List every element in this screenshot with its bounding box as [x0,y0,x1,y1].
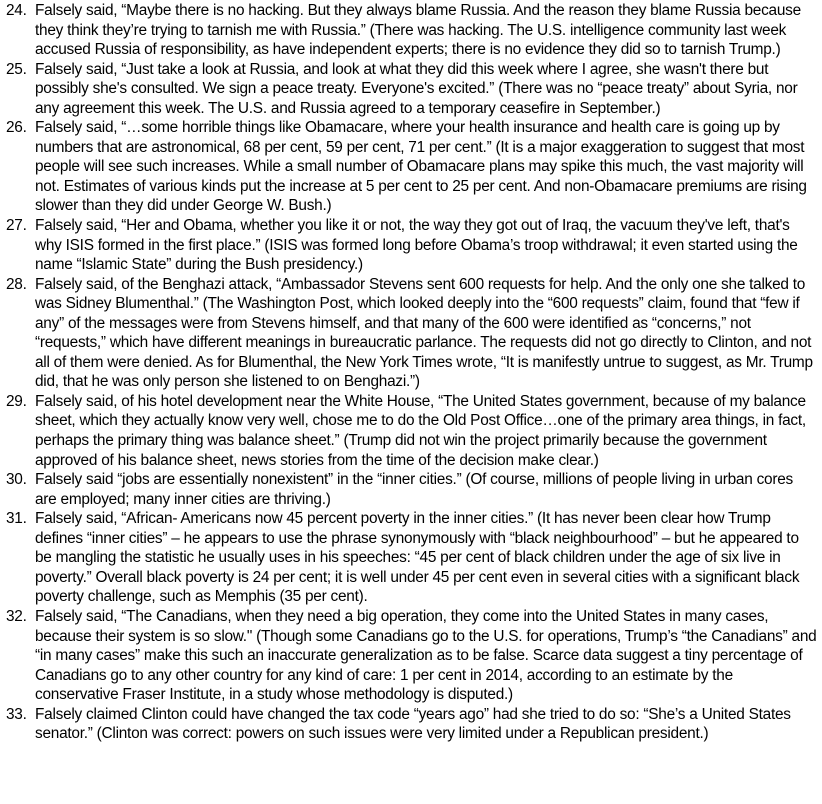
list-item [6,509,818,607]
item-text: Falsely said, of the Benghazi attack, “Ambassador Stevens sent 600 requests for help. And the only one she talked to was Sidney Blumenthal.” (The Washington Post, which looked deeply into the “600 requests” claim, found that “few if any” of the messages were from Stevens himself, and that many of the 600 were identified as “concerns,” not “requests,” which have different meanings in bureaucratic parlance. The requests did not go directly to Clinton, and not all of them were denied. As for Blumenthal, the New York Times wrote, “It is manifestly untrue to suggest, as Mr. Trump did, that he was only person she listened to on Benghazi.”) [35,275,813,391]
item-number: 29. [6,392,27,410]
item-number: 24. [6,2,27,19]
item-text: Falsely claimed Clinton could have changed the tax code “years ago” had she tried to do so: “She’s a United States senator.” (Clinton was correct: powers on such issues were very limited under a Republican president.) [35,705,791,743]
item-text: Falsely said, “Just take a look at Russia, and look at what they did this week where I agree, she wasn't there but possibly she's consulted. We sign a peace treaty. Everyone's excited.” (There was no “peace treaty” about Syria, nor any agreement this week. The U.S. and Russia agreed to a temporary ceasefire in September.) [35,60,798,117]
list-item [6,60,818,119]
list-item [6,392,818,470]
item-text: Falsely said “jobs are essentially nonexistent” in the “inner cities.” (Of course, millions of people living in urban cores are employed; many inner cities are thriving.) [35,471,793,508]
item-number: 26. [6,119,27,137]
item-number: 27. [6,217,27,235]
list-item [6,470,818,509]
item-number: 32. [6,607,27,625]
list-item [6,216,818,275]
item-text: Falsely said, “African- Americans now 45 percent poverty in the inner cities.” (It has never been clear how Trump defines “inner cities” – he appears to use the phrase synonymously with “black neighbourhood” – but he appeared to be mangling the statistic he usually uses in his speeches: “45 per cent of black children under the age of six live in poverty.” Overall black poverty is 24 per cent; it is well under 45 per cent even in several cities with a significant black poverty challenge, such as Memphis (35 per cent). [35,510,800,606]
item-number: 33. [6,705,27,723]
item-number: 31. [6,510,27,528]
list-item [6,118,818,216]
item-number: 30. [6,471,27,489]
list-item [6,1,818,60]
item-text: Falsely said, “…some horrible things like Obamacare, where your health insurance and health care is going up by numbers that are astronomical, 68 per cent, 59 per cent, 71 per cent.” (It is a major exaggeration to suggest that most people will see such increases. While a small number of Obamacare plans may spike this much, the vast majority will not. Estimates of various kinds put the increase at 5 per cent to 25 per cent. And non-Obamacare premiums are rising slower than they did under George W. Bush.) [35,119,807,215]
list-item [6,705,818,744]
item-number: 28. [6,275,27,293]
list-item [6,275,818,392]
item-text: Falsely said, “The Canadians, when they need a big operation, they come into the United States in many cases, because their system is so slow." (Though some Canadians go to the U.S. for operations, Trump’s “the Canadians” and “in many cases” make this such an inaccurate generalization as to be false. Scarce data suggest a tiny percentage of Canadians go to any other country for any kind of care: 1 per cent in 2014, according to an estimate by the conservative Fraser Institute, in a study whose methodology is disputed.) [35,607,817,704]
list-item [6,607,818,705]
item-text: Falsely said, “Her and Obama, whether you like it or not, the way they got out of Iraq, the vacuum they've left, that's why ISIS formed in the first place.” (ISIS was formed long before Obama’s troop withdrawal; it even started using the name “Islamic State” during the Bush presidency.) [35,217,798,274]
item-text: Falsely said, “Maybe there is no hacking. But they always blame Russia. And the reason they blame Russia because they think they’re trying to tarnish me with Russia.” (There was hacking. The U.S. intelligence community last week accused Russia of responsibility, as have independent experts; there is no evidence they did so to tarnish Trump.) [35,2,801,59]
item-number: 25. [6,60,27,78]
item-text: Falsely said, of his hotel development near the White House, “The United States government, because of my balance sheet, which they actually know very well, chose me to do the Old Post Office…one of the primary area things, in fact, perhaps the primary thing was balance sheet.” (Trump did not win the project primarily because the government approved of his balance sheet, news stories from the time of the decision make clear.) [35,392,806,469]
